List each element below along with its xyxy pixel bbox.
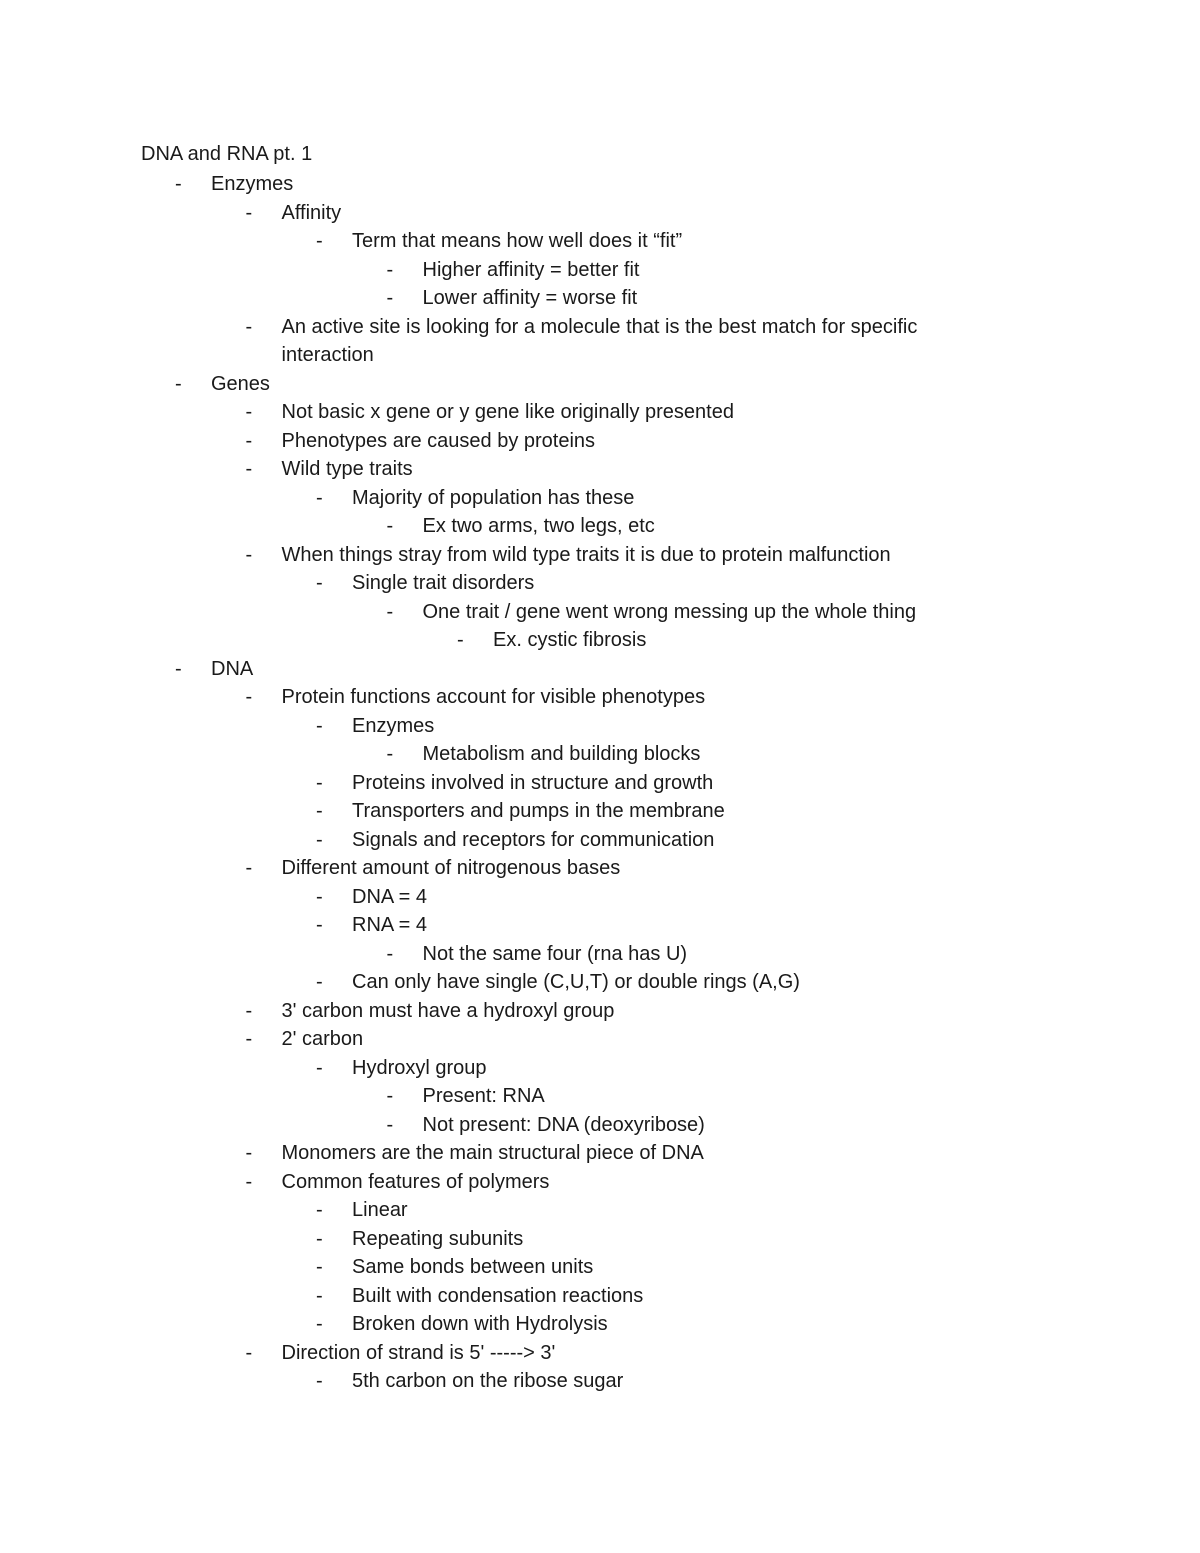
outline-item-text: Metabolism and building blocks <box>422 743 701 765</box>
bullet-dash: - <box>245 1341 253 1364</box>
outline-item-text: Common features of polymers <box>281 1170 550 1193</box>
bullet-dash: - <box>386 287 394 309</box>
bullet-dash: - <box>245 686 253 708</box>
bullet-dash: - <box>245 458 253 480</box>
outline-item-text: Not the same four (rna has U) <box>422 942 688 965</box>
bullet-dash: - <box>316 885 323 908</box>
bullet-dash: - <box>245 999 253 1022</box>
bullet-dash: - <box>316 1284 323 1307</box>
outline-item-text: RNA = 4 <box>352 914 428 936</box>
bullet-dash: - <box>316 572 323 594</box>
outline-item-text: Linear <box>352 1199 408 1221</box>
outline-item-text: 3' carbon must have a hydroxyl group <box>281 999 615 1022</box>
bullet-dash: - <box>316 1056 323 1079</box>
bullet-dash: - <box>457 629 464 651</box>
outline-item-text: Higher affinity = better fit <box>422 258 640 281</box>
bullet-dash: - <box>386 1085 394 1107</box>
bullet-dash: - <box>316 1256 323 1278</box>
outline-item-text: Affinity <box>281 201 342 224</box>
bullet-dash: - <box>386 1113 394 1136</box>
bullet-dash: - <box>316 828 323 851</box>
outline-item-text: Present: RNA <box>422 1085 545 1107</box>
outline-item-text: Transporters and pumps in the membrane <box>352 800 725 822</box>
outline-item-text: Proteins involved in structure and growth <box>352 771 714 794</box>
bullet-dash: - <box>245 1170 253 1193</box>
outline-item-text: Built with condensation reactions <box>352 1284 644 1307</box>
outline-item-text: Can only have single (C,U,T) or double rings (A,G) <box>352 971 800 993</box>
bullet-dash: - <box>316 800 323 822</box>
bullet-dash: - <box>316 486 323 509</box>
bullet-dash: - <box>175 173 182 195</box>
outline-item-text: Direction of strand is 5' -----> 3' <box>281 1341 556 1364</box>
outline-item-text: Enzymes <box>352 714 435 737</box>
bullet-dash: - <box>316 1313 323 1335</box>
outline-item-text: When things stray from wild type traits it is due to protein malfunction <box>281 543 891 566</box>
bullet-dash: - <box>245 857 253 879</box>
outline-item-text: Broken down with Hydrolysis <box>352 1313 608 1335</box>
outline-item-text: Not present: DNA (deoxyribose) <box>422 1113 705 1136</box>
outline-item-text: Different amount of nitrogenous bases <box>281 857 621 879</box>
outline-item-text: Signals and receptors for communication <box>352 828 715 851</box>
bullet-dash: - <box>245 543 253 566</box>
outline-item-text: Protein functions account for visible phenotypes <box>281 686 706 708</box>
bullet-dash: - <box>245 401 253 423</box>
bullet-dash: - <box>245 1142 253 1164</box>
bullet-dash: - <box>245 429 253 452</box>
outline-item-text: Wild type traits <box>281 458 413 480</box>
outline-item-text: Phenotypes are caused by proteins <box>281 429 596 452</box>
bullet-dash: - <box>386 743 394 765</box>
outline-item-text: 2' carbon <box>281 1028 364 1050</box>
bullet-dash: - <box>245 201 253 224</box>
outline-item-text: Ex two arms, two legs, etc <box>422 515 655 537</box>
bullet-dash: - <box>316 1370 323 1392</box>
outline-item-text: Enzymes <box>211 173 294 195</box>
outline-item-text: Hydroxyl group <box>352 1056 487 1079</box>
outline-item-text: Repeating subunits <box>352 1227 524 1250</box>
bullet-dash: - <box>386 600 394 623</box>
outline-item-text: Term that means how well does it “fit” <box>352 230 683 252</box>
bullet-dash: - <box>316 1199 323 1221</box>
outline-item-text: Genes <box>211 372 270 395</box>
outline-item-text: DNA <box>211 657 254 680</box>
bullet-dash: - <box>316 914 323 936</box>
outline-item-text: One trait / gene went wrong messing up the whole thing <box>422 600 917 623</box>
bullet-dash: - <box>316 230 323 252</box>
document-title: DNA and RNA pt. 1 <box>141 143 313 165</box>
outline-item-text: Not basic x gene or y gene like originally presented <box>281 401 734 423</box>
bullet-dash: - <box>316 1227 323 1250</box>
outline-item-text: Lower affinity = worse fit <box>422 287 638 309</box>
bullet-dash: - <box>245 1028 253 1050</box>
bullet-dash: - <box>316 771 323 794</box>
bullet-dash: - <box>175 657 182 680</box>
outline-item-text: Single trait disorders <box>352 572 535 594</box>
outline-item-text: DNA = 4 <box>352 885 428 908</box>
outline-item-text: Monomers are the main structural piece of DNA <box>281 1142 704 1164</box>
bullet-dash: - <box>316 971 323 993</box>
bullet-dash: - <box>386 515 394 537</box>
outline-item-text: Ex. cystic fibrosis <box>493 629 647 651</box>
bullet-dash: - <box>386 258 394 281</box>
bullet-dash: - <box>316 714 323 737</box>
outline-item-text: 5th carbon on the ribose sugar <box>352 1370 624 1392</box>
bullet-dash: - <box>386 942 394 965</box>
outline-item-text: Majority of population has these <box>352 486 635 509</box>
bullet-dash: - <box>245 315 253 338</box>
outline-item-text: Same bonds between units <box>352 1256 594 1278</box>
outline-item-text: An active site is looking for a molecule that is the best match for specific interaction <box>281 315 918 366</box>
bullet-dash: - <box>175 372 182 395</box>
